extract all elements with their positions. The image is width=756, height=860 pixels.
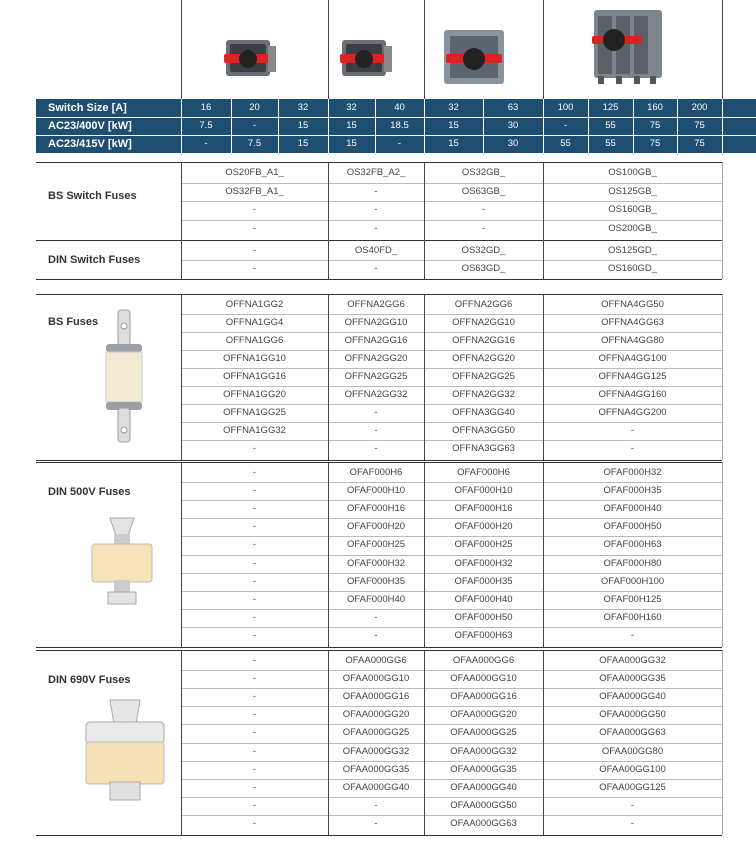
table-cell: OFAF000H35 (603, 485, 662, 497)
row-divider (181, 500, 722, 501)
group-col-line (181, 294, 182, 460)
group-label: BS Fuses (48, 316, 99, 328)
header-cell: 160 (647, 102, 663, 113)
table-cell: OFAA000GG20 (342, 709, 410, 721)
table-cell: OS63GB_ (461, 185, 506, 197)
header-col-line (633, 99, 634, 153)
row-divider (181, 779, 722, 780)
table-cell: - (252, 673, 257, 685)
group-bottom-line (36, 647, 722, 648)
image-col-line (722, 0, 723, 99)
table-cell: OFAF000H6 (349, 467, 403, 478)
header-col-line (424, 99, 425, 153)
header-cell: 75 (694, 120, 705, 131)
group-label: DIN 500V Fuses (48, 486, 131, 498)
table-cell: OFAA000GG35 (342, 763, 410, 775)
switch-image-medium (440, 24, 510, 90)
table-cell: OFAF000H32 (346, 557, 406, 569)
table-cell: OFAF000H80 (603, 557, 662, 569)
table-cell: OFAF000H63 (603, 539, 662, 551)
header-cell: - (397, 138, 402, 149)
table-cell: OS100GB_ (608, 167, 657, 178)
table-cell: OFAA000GG50 (450, 799, 517, 811)
table-cell: OFAF000H50 (454, 611, 513, 623)
header-col-line (278, 99, 279, 153)
row-divider (181, 260, 722, 261)
table-cell: OFAF00H160 (603, 611, 662, 623)
table-cell: - (252, 521, 257, 533)
table-cell: OFFNA2GG20 (344, 353, 408, 365)
header-col-line (543, 99, 544, 153)
row-divider (181, 815, 722, 816)
header-cell: 55 (605, 138, 616, 149)
table-cell: OFAA000GG63 (450, 817, 517, 829)
table-cell: OS160GD_ (607, 262, 658, 274)
table-cell: OFAF000H40 (454, 593, 513, 605)
table-cell: - (630, 629, 635, 641)
header-cell: 32 (297, 102, 309, 113)
table-cell: OFAF000H40 (603, 503, 662, 515)
group-col-line (328, 650, 329, 835)
table-cell: OFAF000H25 (454, 539, 513, 551)
header-col-line (375, 99, 376, 153)
table-cell: - (481, 222, 486, 234)
group-col-line (424, 462, 425, 647)
group-top-line (36, 294, 722, 295)
table-cell: - (252, 727, 257, 739)
table-cell: OFAF000H10 (454, 485, 513, 497)
table-cell: - (252, 781, 257, 793)
header-cell: 63 (507, 102, 519, 113)
header-cell: 125 (602, 102, 619, 113)
group-col-line (543, 294, 544, 460)
row-divider (181, 743, 722, 744)
row-divider (181, 183, 722, 184)
table-cell: OFAF000H25 (346, 539, 406, 551)
header-col-line (722, 99, 723, 153)
row-divider (181, 404, 722, 405)
table-cell: - (252, 222, 257, 234)
table-cell: OFFNA4GG200 (598, 407, 667, 419)
table-cell: OFFNA1GG25 (223, 407, 286, 419)
header-col-line (181, 99, 182, 153)
row-divider (181, 761, 722, 762)
row-divider (181, 386, 722, 387)
table-cell: - (252, 503, 257, 515)
header-cell: 55 (560, 138, 571, 149)
row-divider (181, 518, 722, 519)
image-col-line (543, 0, 544, 99)
table-cell: OFFNA1GG20 (223, 389, 286, 401)
header-cell: - (252, 120, 257, 131)
table-cell: - (252, 691, 257, 703)
row-divider (181, 573, 722, 574)
group-col-line (181, 240, 182, 279)
table-cell: OFFNA4GG80 (601, 335, 664, 347)
table-cell: OFAA000GG16 (342, 691, 410, 703)
header-cell: 15 (448, 120, 459, 131)
group-col-line (328, 162, 329, 240)
header-cell: 40 (394, 102, 405, 113)
right-edge-line (722, 240, 723, 279)
table-cell: OFAF000H32 (603, 467, 662, 478)
header-cell: 15 (448, 138, 459, 149)
row-divider (181, 555, 722, 556)
table-cell: - (252, 593, 257, 605)
group-col-line (328, 462, 329, 647)
group-col-line (181, 462, 182, 647)
header-cell: 55 (605, 120, 616, 131)
image-col-line (424, 0, 425, 99)
table-cell: OFFNA2GG10 (344, 317, 408, 329)
table-cell: OFFNA2GG6 (347, 299, 405, 310)
table-cell: - (630, 799, 635, 811)
header-col-line (483, 99, 484, 153)
table-cell: OFFNA4GG63 (601, 317, 664, 329)
table-cell: OFAA000GG16 (450, 691, 517, 703)
table-cell: OFFNA2GG16 (344, 335, 408, 347)
header-col-line (677, 99, 678, 153)
group-bottom-line (36, 279, 722, 280)
table-cell: OFAA00GG100 (599, 763, 666, 775)
table-cell: OFAF000H63 (454, 629, 513, 641)
table-cell: OFAA000GG40 (599, 691, 666, 703)
right-edge-line (722, 162, 723, 240)
image-col-line (328, 0, 329, 99)
header-cell: 20 (249, 102, 260, 113)
header-cell: - (563, 120, 568, 131)
table-cell: OFAA000GG40 (450, 781, 517, 793)
header-cell: 30 (507, 120, 519, 131)
image-col-line (181, 0, 182, 99)
table-cell: - (252, 709, 257, 721)
table-cell: OFAA000GG10 (342, 673, 410, 685)
group-top-line (36, 162, 722, 163)
row-divider (181, 797, 722, 798)
header-row-label: AC23/400V [kW] (48, 120, 132, 132)
table-cell: OS125GB_ (608, 185, 657, 197)
row-divider (181, 368, 722, 369)
header-cell: 200 (691, 102, 708, 113)
table-cell: - (374, 799, 378, 811)
table-cell: OFAA000GG35 (450, 763, 517, 775)
row-divider (181, 536, 722, 537)
group-col-line (181, 162, 182, 240)
group-col-line (328, 240, 329, 279)
table-cell: OFAF000H10 (346, 485, 406, 497)
table-cell: OFAA000GG35 (599, 673, 666, 685)
table-cell: OFFNA2GG20 (452, 353, 515, 365)
table-cell: OFAA000GG32 (599, 655, 666, 666)
table-cell: OFFNA3GG40 (452, 407, 515, 419)
table-cell: OFAF000H40 (346, 593, 406, 605)
table-cell: OFAF000H50 (603, 521, 662, 533)
table-cell: - (481, 204, 486, 215)
table-cell: OFFNA2GG25 (452, 371, 515, 383)
group-col-line (424, 240, 425, 279)
row-divider (181, 482, 722, 483)
table-cell: OFAA000GG32 (450, 745, 517, 757)
header-cell: 15 (346, 138, 357, 149)
table-cell: OS125GD_ (607, 245, 658, 256)
row-divider (181, 688, 722, 689)
table-cell: OFAF000H6 (457, 467, 510, 478)
table-cell: OFAA000GG63 (599, 727, 666, 739)
header-cell: 100 (557, 102, 574, 113)
table-cell: OFAF000H35 (454, 575, 513, 587)
table-cell: - (252, 611, 257, 623)
group-col-line (424, 294, 425, 460)
table-cell: - (630, 443, 635, 455)
row-divider (181, 314, 722, 315)
table-cell: - (252, 799, 257, 811)
din-500v-fuse-image (84, 516, 160, 608)
table-cell: - (630, 425, 635, 437)
switch-image-small-b (338, 36, 394, 82)
table-cell: - (374, 629, 378, 641)
row-divider (181, 422, 722, 423)
table-cell: OFAA000GG25 (450, 727, 517, 739)
table-cell: - (374, 407, 378, 419)
table-cell: OFAF000H35 (346, 575, 406, 587)
header-cell: 32 (346, 102, 357, 113)
table-cell: - (374, 817, 378, 829)
table-cell: - (374, 204, 378, 215)
table-cell: OFAF000H100 (600, 575, 665, 587)
group-col-line (543, 240, 544, 279)
table-cell: OFAA000GG6 (345, 655, 407, 666)
table-cell: OFFNA2GG16 (452, 335, 515, 347)
group-top-line (36, 462, 722, 463)
row-divider (181, 706, 722, 707)
header-cell: 7.5 (199, 120, 213, 131)
table-cell: - (252, 204, 257, 215)
header-cell: 32 (448, 102, 459, 113)
table-cell: OFAA00GG80 (601, 745, 664, 757)
table-cell: OS32GD_ (461, 245, 506, 256)
table-cell: OFAA00GG125 (599, 781, 666, 793)
table-cell: OFAF000H16 (346, 503, 406, 515)
group-col-line (543, 462, 544, 647)
header-cell: 75 (649, 120, 661, 131)
row-divider (181, 220, 722, 221)
table-cell: OFFNA2GG10 (452, 317, 515, 329)
header-cell: 18.5 (390, 120, 409, 131)
header-cell: 75 (649, 138, 661, 149)
right-edge-line (722, 462, 723, 647)
table-cell: OFFNA4GG125 (598, 371, 667, 383)
table-cell: OFFNA3GG50 (452, 425, 515, 437)
table-cell: OFAA000GG32 (342, 745, 410, 757)
table-cell: OFFNA2GG32 (452, 389, 515, 401)
row-divider (181, 591, 722, 592)
group-col-line (424, 650, 425, 835)
group-col-line (543, 162, 544, 240)
group-col-line (181, 650, 182, 835)
group-top-line (36, 650, 722, 651)
table-cell: - (252, 557, 257, 569)
row-divider (181, 627, 722, 628)
table-cell: - (252, 629, 257, 641)
switch-image-small-a (222, 36, 278, 82)
table-cell: - (252, 485, 257, 497)
table-cell: OFAA000GG20 (450, 709, 517, 721)
header-cell: 15 (346, 120, 357, 131)
table-cell: OFFNA2GG6 (454, 299, 513, 310)
right-edge-line (722, 650, 723, 835)
table-cell: OS32GB_ (461, 167, 506, 178)
row-divider (181, 670, 722, 671)
table-cell: - (374, 185, 378, 197)
group-label: DIN Switch Fuses (48, 254, 141, 266)
table-cell: OS200GB_ (608, 222, 657, 234)
header-col-line (231, 99, 232, 153)
table-cell: - (252, 655, 257, 666)
table-cell: - (630, 817, 635, 829)
table-cell: OS32FB_A2_ (346, 167, 406, 178)
table-cell: OFFNA1GG4 (225, 317, 284, 329)
header-row-label: AC23/415V [kW] (48, 138, 132, 150)
row-divider (181, 201, 722, 202)
table-cell: OFAA000GG40 (342, 781, 410, 793)
table-cell: OFAA000GG25 (342, 727, 410, 739)
table-cell: OFFNA4GG50 (601, 299, 664, 310)
row-divider (181, 609, 722, 610)
group-top-line (36, 240, 722, 241)
header-cell: - (204, 138, 208, 149)
table-cell: OFAF000H32 (454, 557, 513, 569)
right-edge-line (722, 294, 723, 460)
row-divider (181, 350, 722, 351)
table-cell: OFAF000H20 (346, 521, 406, 533)
table-cell: OFFNA3GG63 (452, 443, 515, 455)
table-cell: OS40FD_ (354, 245, 398, 256)
table-cell: OFFNA4GG100 (598, 353, 667, 365)
header-divider (36, 117, 756, 118)
header-cell: 30 (507, 138, 519, 149)
table-cell: - (252, 443, 257, 455)
table-cell: - (252, 245, 257, 256)
table-cell: OFFNA1GG6 (225, 335, 284, 347)
table-cell: OFAF000H20 (454, 521, 513, 533)
table-cell: - (252, 539, 257, 551)
table-cell: - (374, 425, 378, 437)
table-cell: - (374, 443, 378, 455)
table-cell: OFFNA1GG16 (223, 371, 286, 383)
table-cell: OFFNA1GG10 (223, 353, 286, 365)
table-cell: OS160GB_ (608, 204, 657, 215)
header-cell: 7.5 (247, 138, 262, 149)
table-cell: OS63GD_ (461, 262, 506, 274)
table-cell: OFAF000H16 (454, 503, 513, 515)
table-cell: - (252, 467, 257, 478)
table-cell: OS32FB_A1_ (225, 185, 284, 197)
table-cell: OFAA000GG50 (599, 709, 666, 721)
group-label: DIN 690V Fuses (48, 674, 131, 686)
table-cell: OFAA000GG10 (450, 673, 517, 685)
table-cell: OFFNA4GG160 (598, 389, 667, 401)
row-divider (181, 724, 722, 725)
table-cell: - (374, 262, 378, 274)
table-cell: OFFNA1GG2 (225, 299, 284, 310)
table-cell: - (252, 262, 257, 274)
bs-fuse-image (100, 308, 150, 444)
table-cell: OFAF00H125 (603, 593, 662, 605)
header-divider (36, 135, 756, 136)
header-row-label: Switch Size [A] (48, 102, 127, 114)
group-col-line (424, 162, 425, 240)
header-cell: 15 (297, 138, 309, 149)
group-col-line (328, 294, 329, 460)
table-cell: - (252, 817, 257, 829)
group-label: BS Switch Fuses (48, 190, 137, 202)
table-cell: - (252, 575, 257, 587)
table-cell: OFFNA2GG32 (344, 389, 408, 401)
table-cell: - (252, 745, 257, 757)
table-cell: - (374, 222, 378, 234)
header-cell: 15 (297, 120, 309, 131)
table-cell: - (374, 611, 378, 623)
group-col-line (543, 650, 544, 835)
table-cell: OFAA000GG6 (452, 655, 515, 666)
switch-image-large (590, 6, 666, 86)
header-cell: 75 (694, 138, 705, 149)
din-690v-fuse-image (80, 698, 170, 804)
row-divider (181, 440, 722, 441)
group-bottom-line (36, 835, 722, 836)
table-cell: OS20FB_A1_ (225, 167, 284, 178)
row-divider (181, 332, 722, 333)
table-cell: OFFNA2GG25 (344, 371, 408, 383)
table-cell: OFFNA1GG32 (223, 425, 286, 437)
header-cell: 16 (200, 102, 212, 113)
header-col-line (588, 99, 589, 153)
table-cell: - (252, 763, 257, 775)
header-col-line (328, 99, 329, 153)
